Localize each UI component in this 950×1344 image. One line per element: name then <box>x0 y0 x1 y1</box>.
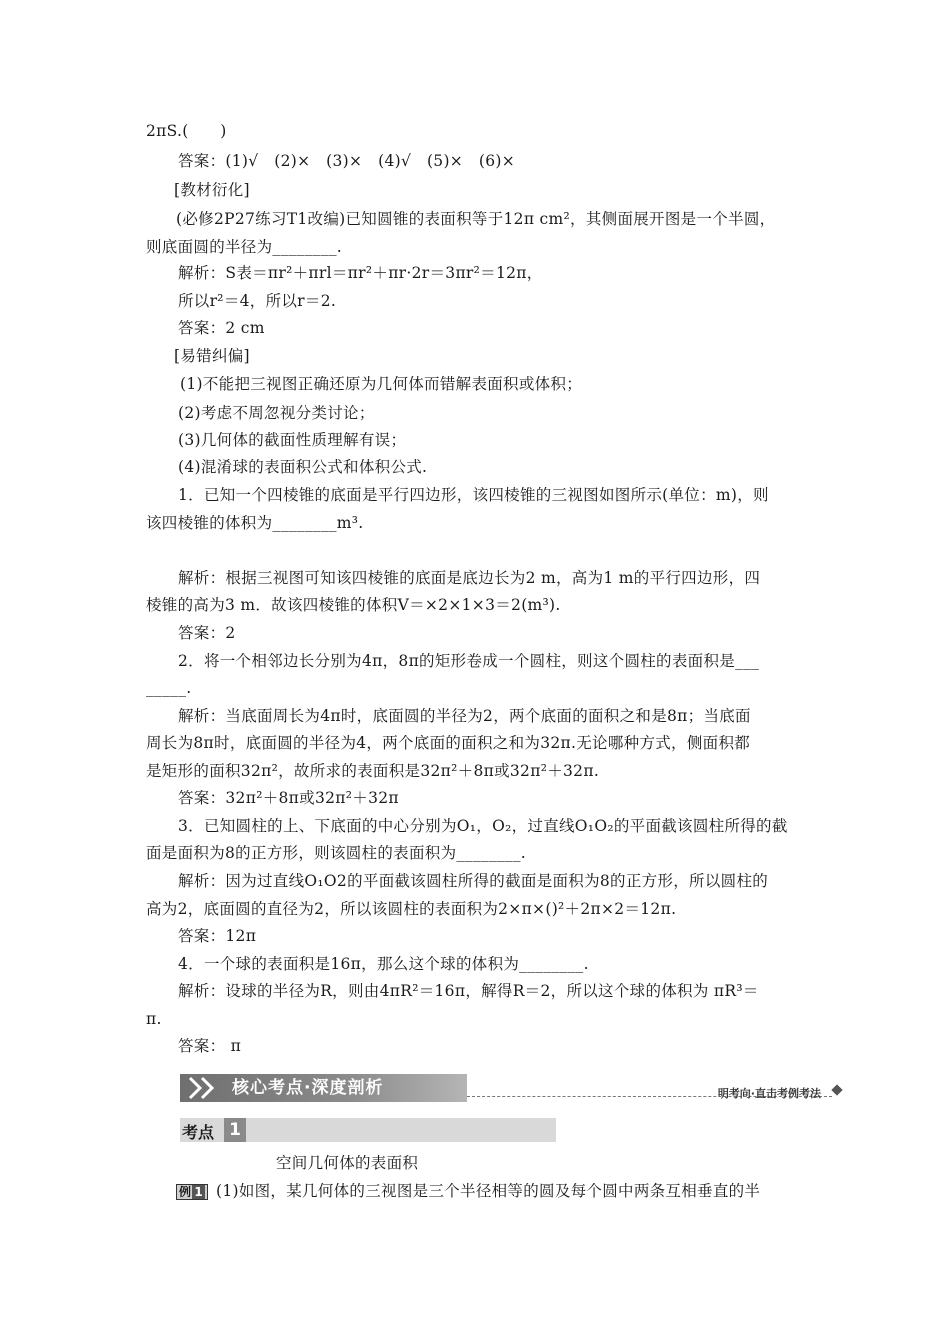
example-number: 1 <box>194 1185 203 1199</box>
kaodian-number: 1 <box>224 1118 246 1142</box>
solution-line: 棱锥的高为3 m．故该四棱锥的体积V＝×2×1×3＝2(m³). <box>146 596 561 614</box>
list-item: (1)不能把三视图正确还原为几何体而错解表面积或体积； <box>180 375 583 393</box>
solution-line: 解析：因为过直线O₁O2的平面截该圆柱所得的截面是面积为8的正方形，所以圆柱的 <box>178 872 769 890</box>
solution-line: 所以r²＝4，所以r＝2. <box>178 292 337 310</box>
answer-line: 答案：32π²＋8π或32π²＋32π <box>178 789 399 807</box>
question-line: 面是面积为8的正方形，则该圆柱的表面积为________. <box>146 844 526 862</box>
list-item: (4)混淆球的表面积公式和体积公式. <box>178 458 428 476</box>
text-line: 则底面圆的半径为________. <box>146 238 343 256</box>
banner-title: 核心考点·深度剖析 <box>232 1078 384 1098</box>
question-line: 1．已知一个四棱锥的底面是平行四边形，该四棱锥的三视图如图所示(单位：m)，则 <box>178 486 769 504</box>
list-item: (2)考虑不周忽视分类讨论； <box>178 404 375 422</box>
solution-line: 周长为8π时，底面圆的半径为4，两个底面的面积之和为32π.无论哪种方式，侧面积都 <box>146 734 751 752</box>
text-line: 2πS.( ) <box>146 122 227 140</box>
solution-line: 解析：设球的半径为R，则由4πR²＝16π，解得R＝2，所以这个球的体积为 πR³＝ <box>178 982 759 1000</box>
answer-line: 答案： π <box>178 1037 242 1055</box>
example-badge <box>176 1184 208 1200</box>
question-line: 4．一个球的表面积是16π，那么这个球的体积为________. <box>178 955 589 973</box>
question-line: 该四棱锥的体积为________m³. <box>146 514 364 532</box>
answer-line: 答案：12π <box>178 927 257 945</box>
solution-line: 高为2，底面圆的直径为2，所以该圆柱的表面积为2×π×()²＋2π×2＝12π. <box>146 900 677 918</box>
question-line: 3．已知圆柱的上、下底面的中心分别为O₁，O₂，过直线O₁O₂的平面截该圆柱所得的截 <box>178 817 788 835</box>
answer-line: 答案：2 <box>178 624 236 642</box>
solution-line: 解析：S表＝πr²＋πrl＝πr²＋πr·2r＝3πr²＝12π， <box>178 264 543 282</box>
list-item: (3)几何体的截面性质理解有误； <box>178 431 407 449</box>
example-line <box>176 1181 760 1201</box>
text-line: (必修2P27练习T1改编)已知圆锥的表面积等于12π cm²，其侧面展开图是一个半圆， <box>176 210 776 228</box>
section-banner <box>180 1072 845 1106</box>
section-heading: [教材衍化] <box>174 181 250 199</box>
question-line: _____. <box>146 679 192 697</box>
kaodian-bar <box>180 1118 556 1142</box>
banner-subtitle: 明考向·直击考例考法 <box>717 1087 821 1100</box>
answer-line: 答案：(1)√ (2)× (3)× (4)√ (5)× (6)× <box>178 152 516 170</box>
section-heading: [易错纠偏] <box>174 347 250 365</box>
answer-line: 答案：2 cm <box>178 319 265 337</box>
solution-line: 解析：当底面周长为4π时，底面圆的半径为2，两个底面的面积之和是8π；当底面 <box>178 707 751 725</box>
example-text: (1)如图，某几何体的三视图是三个半径相等的圆及每个圆中两条互相垂直的半 <box>215 1182 761 1200</box>
solution-line: 是矩形的面积32π²，故所求的表面积是32π²＋8π或32π²＋32π. <box>146 762 600 780</box>
diamond-icon <box>831 1084 842 1095</box>
section-title: 空间几何体的表面积 <box>276 1154 419 1172</box>
solution-line: π. <box>146 1010 162 1028</box>
example-label: 例 <box>179 1185 192 1199</box>
chevron-double-icon <box>186 1076 226 1100</box>
solution-line: 解析：根据三视图可知该四棱锥的底面是底边长为2 m，高为1 m的平行四边形，四 <box>178 569 761 587</box>
question-line: 2．将一个相邻边长分别为4π，8π的矩形卷成一个圆柱，则这个圆柱的表面积是___ <box>178 652 760 670</box>
kaodian-label: 考点 <box>182 1123 215 1142</box>
